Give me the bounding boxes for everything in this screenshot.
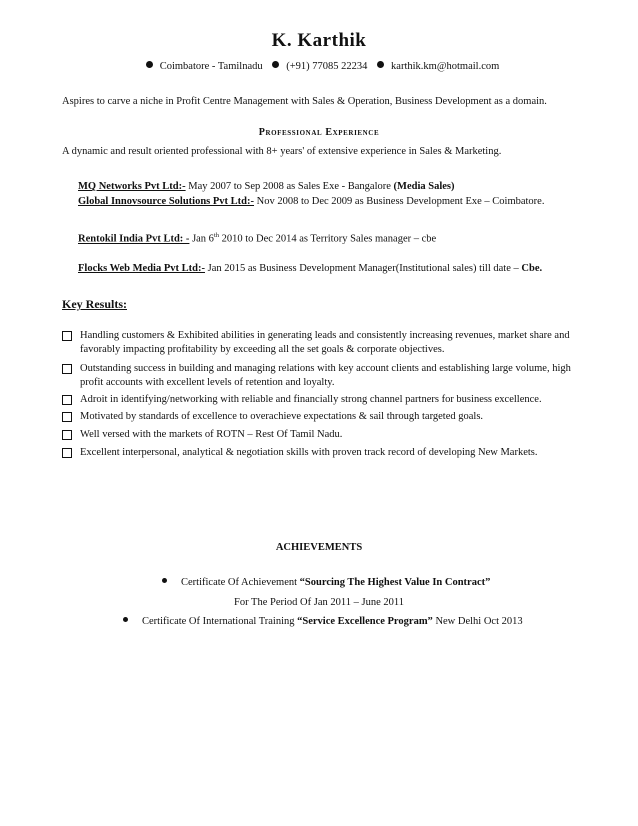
checkbox-bullet-icon [62,412,72,422]
achievement-title: “Sourcing The Highest Value In Contract” [299,577,491,588]
job-detail-bold: (Media Sales) [393,181,455,192]
job-detail: Nov 2008 to Dec 2009 as Business Development Exe – Coimbatore. [254,196,545,207]
company-name: Rentokil India Pvt Ltd: - [78,233,190,245]
location: Coimbatore - Tamilnadu [159,61,263,72]
job-detail-bold: Cbe. [521,263,543,274]
bullet-dot-icon [272,61,279,68]
checkbox-bullet-icon [62,448,72,458]
job-entry [78,195,558,208]
achievement-item [123,616,523,627]
candidate-name: K. Karthik [271,30,367,51]
experience-summary: A dynamic and result oriented professional with 8+ years' of extensive experience in Sales & Marketing. [62,146,502,157]
company-name: Flocks Web Media Pvt Ltd:- [78,263,205,274]
achievement-title: “Service Excellence Program” [297,616,433,627]
key-result-text: Outstanding success in building and managing relations with key account clients and establishing large volume, high profit accounts with excellent levels of retention and loyalty. [80,363,571,388]
company-name: MQ Networks Pvt Ltd:- [78,181,186,192]
key-result-item [62,362,582,390]
key-result-text: Adroit in identifying/networking with reliable and financially strong channel partners for business excellence. [80,394,542,405]
achievement-text: Certificate Of Achievement [181,577,300,588]
achievement-text: New Delhi Oct 2013 [432,616,523,627]
ordinal-suffix: th [213,232,219,239]
phone: (+91) 77085 22234 [286,61,368,72]
key-result-text: Handling customers & Exhibited abilities in generating leads and consistently increasing revenues, market share and favorably impacting profitability by exceeding all the set goals & corporate objectives. [80,330,570,355]
job-entry [78,180,558,193]
job-entry [78,262,598,275]
key-results-title: Key Results: [62,297,127,311]
bullet-dot-icon [377,61,384,68]
checkbox-bullet-icon [62,331,72,341]
key-result-text: Motivated by standards of excellence to overachieve expectations & sail through targeted goals. [80,411,484,422]
objective: Aspires to carve a niche in Profit Centre Management with Sales & Operation, Business Development as a domain. [62,96,547,107]
key-result-text: Well versed with the markets of ROTN – Rest Of Tamil Nadu. [80,429,343,440]
achievement-item [162,577,490,588]
key-result-item [62,393,582,407]
section-title-experience: Professional Experience [258,127,380,138]
job-detail: May 2007 to Sep 2008 as Sales Exe - Bangalore [185,181,394,192]
key-result-item [62,329,582,357]
key-result-item [62,410,582,424]
job-detail: Jan 6 [189,233,214,245]
key-result-text: Excellent interpersonal, analytical & negotiation skills with proven track record of developing New Markets. [80,447,538,458]
email: karthik.km@hotmail.com [391,61,500,72]
key-result-item [62,428,582,442]
bullet-dot-icon [162,578,167,583]
checkbox-bullet-icon [62,364,72,374]
job-detail: Jan 2015 as Business Development Manager(Institutional sales) till date – [204,263,522,274]
job-entry [78,229,558,246]
bullet-dot-icon [146,61,153,68]
contact-line [0,61,638,72]
key-result-item [62,446,582,460]
bullet-dot-icon [123,617,128,622]
job-detail: 2010 to Dec 2014 as Territory Sales manager – cbe [219,233,437,245]
achievement-text: Certificate Of International Training [142,616,298,627]
company-name: Global Innovsource Solutions Pvt Ltd:- [78,196,255,207]
checkbox-bullet-icon [62,430,72,440]
achievement-period: For The Period Of Jan 2011 – June 2011 [234,597,404,608]
achievements-title: ACHIEVEMENTS [275,542,363,553]
checkbox-bullet-icon [62,395,72,405]
